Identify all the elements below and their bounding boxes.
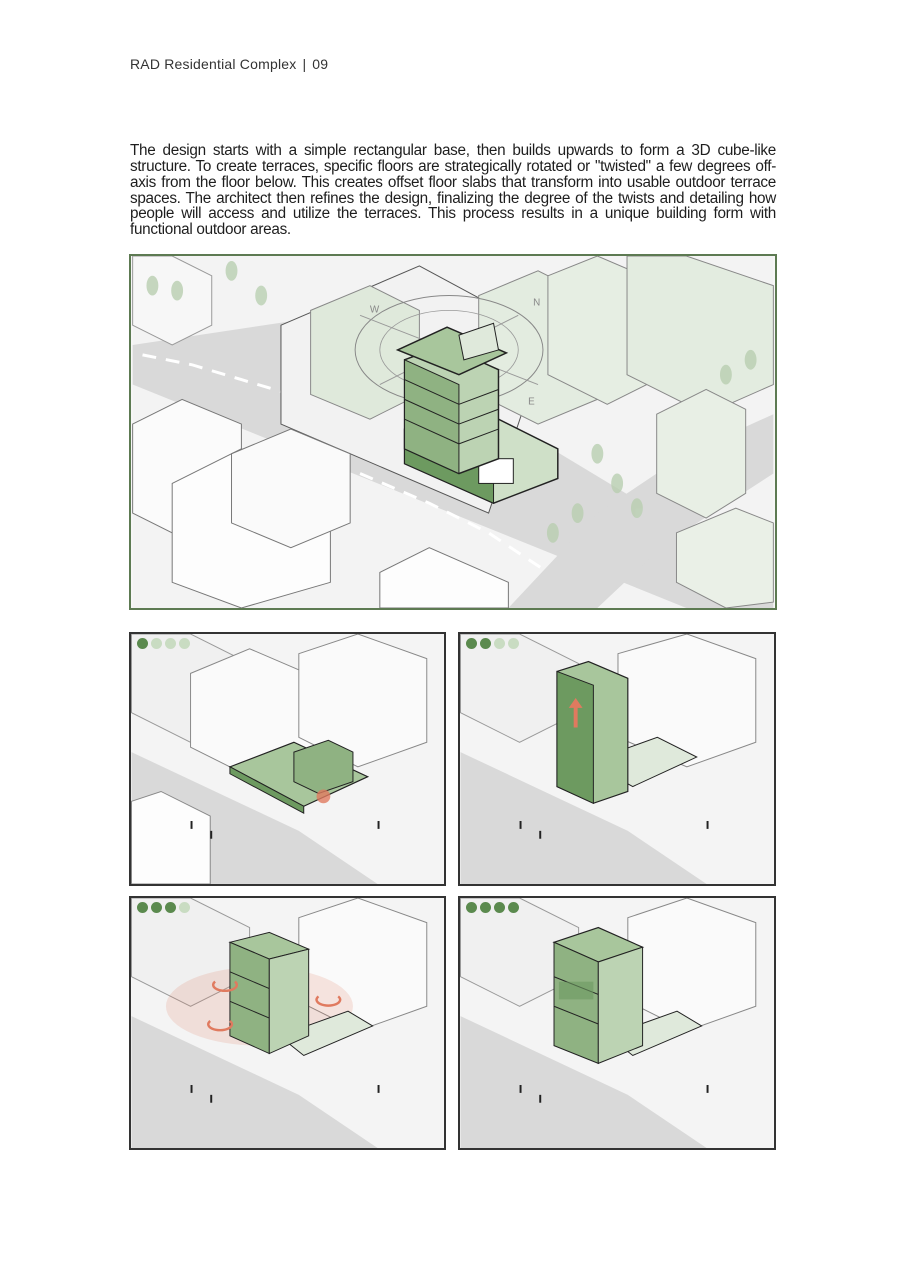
progress-dot [137,902,148,913]
step-2-diagram [458,632,776,886]
site-axonometric-drawing [131,256,775,608]
step-2-progress-dots [466,638,519,649]
progress-dot [508,902,519,913]
step-3-drawing [131,898,444,1148]
progress-dot [480,638,491,649]
step-1-diagram [129,632,446,886]
progress-dot [466,638,477,649]
progress-dot [494,638,505,649]
progress-dot [165,902,176,913]
progress-dot [494,902,505,913]
intro-paragraph: The design starts with a simple rectangular base, then builds upwards to form a 3D cube-like structure. To create terraces, specific floors are strategically rotated or "twisted" a few degrees off-axis from the floor below. This creates offset floor slabs that transform into usable outdoor terrace spaces. The architect then refines the design, finalizing the degree of the twists and detailing how people will access and utilize the terraces. This process results in a unique building form with functional outdoor areas. [130,142,776,239]
step-2-drawing [460,634,774,884]
step-3-progress-dots [137,902,190,913]
progress-dot [151,638,162,649]
step-4-progress-dots [466,902,519,913]
document-title: RAD Residential Complex [130,56,297,72]
step-4-diagram [458,896,776,1150]
progress-dot [466,902,477,913]
final-building [554,928,643,1064]
header-separator: | [302,56,307,72]
progress-dot [165,638,176,649]
progress-dot [508,638,519,649]
tower-model [398,323,507,473]
progress-dot [480,902,491,913]
compass-north-label: N [533,297,541,309]
progress-dot [151,902,162,913]
step-1-progress-dots [137,638,190,649]
page-number: 09 [312,56,329,72]
step-4-drawing [460,898,774,1148]
progress-dot [179,638,190,649]
compass-east-label: E [528,396,535,408]
twisted-floors [230,932,309,1053]
step-3-diagram [129,896,446,1150]
progress-dot [179,902,190,913]
compass-west-label: W [369,304,380,316]
site-axonometric-figure [129,254,777,610]
step-1-drawing [131,634,444,884]
page-header [130,56,328,72]
progress-dot [137,638,148,649]
